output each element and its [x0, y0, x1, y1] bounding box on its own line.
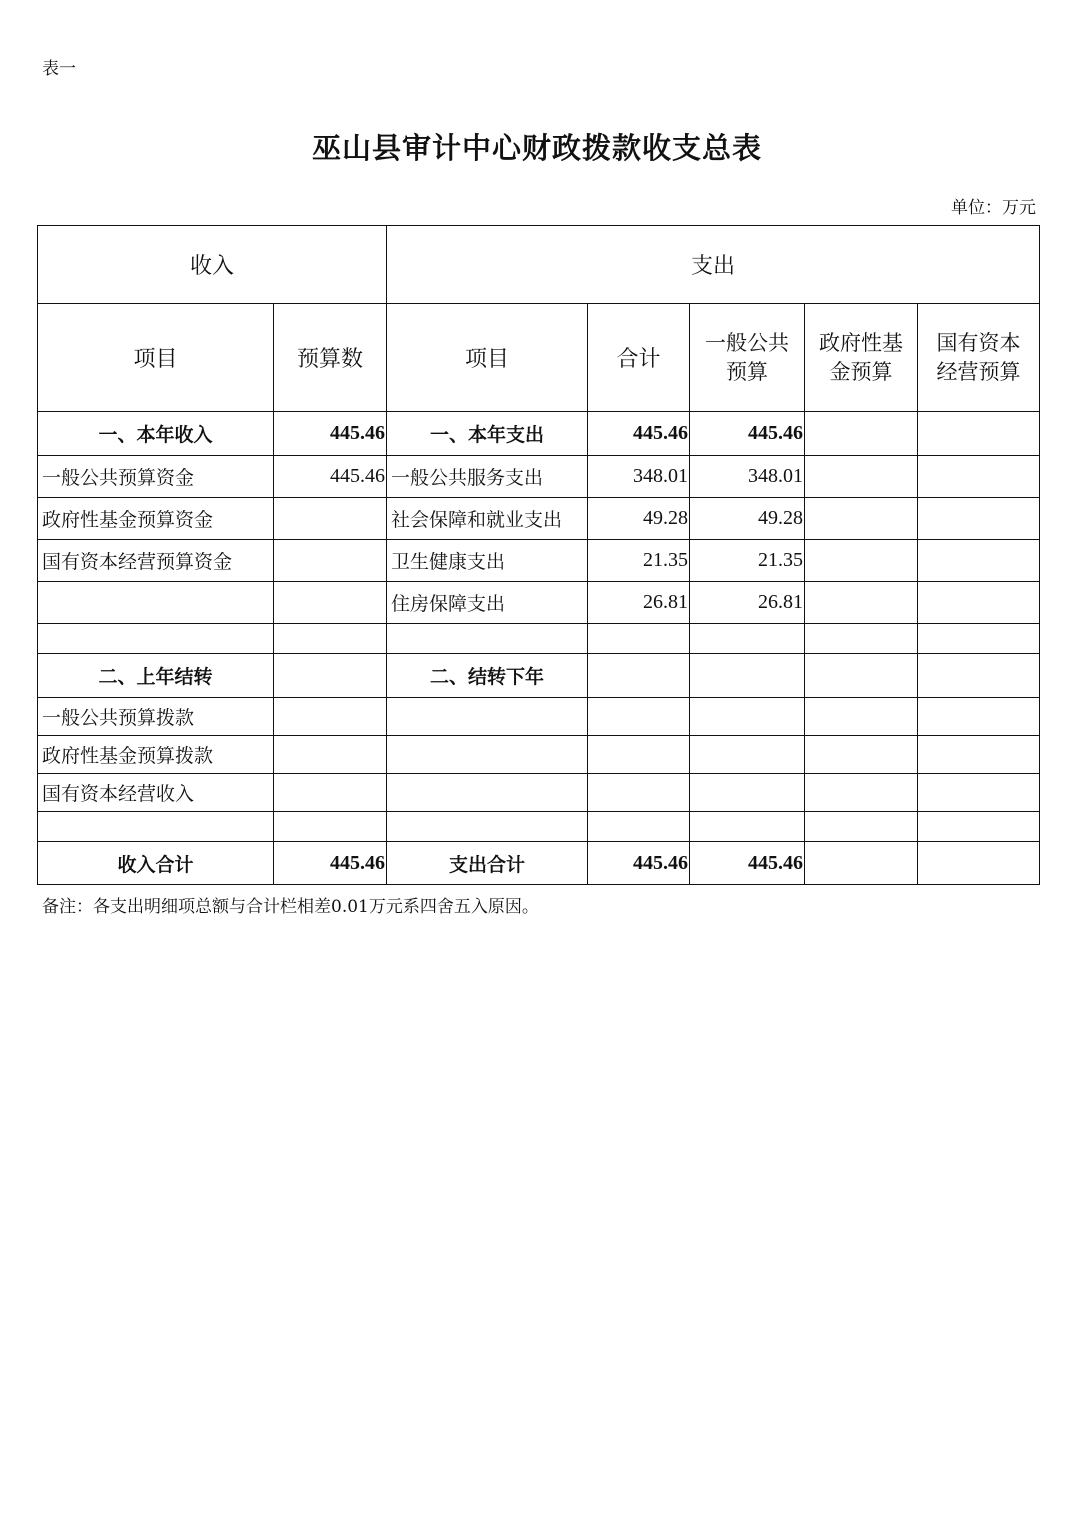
income-total-label: 收入合计: [38, 842, 274, 885]
expense-item-cell: 二、结转下年: [387, 654, 588, 698]
header-row-columns: [38, 304, 1040, 412]
expense-total-cell: [588, 698, 690, 736]
expense-item-cell: [387, 624, 588, 654]
state-capital-cell: [918, 774, 1040, 812]
gov-fund-total-value: [805, 842, 918, 885]
income-budget-header: 预算数: [274, 304, 387, 412]
expense-item-cell: 一般公共服务支出: [387, 456, 588, 498]
expense-total-cell: [588, 812, 690, 842]
state-capital-total-value: [918, 842, 1040, 885]
general-budget-cell: 445.46: [690, 412, 805, 456]
state-capital-cell: [918, 654, 1040, 698]
expense-total-cell: [588, 736, 690, 774]
document-title: 巫山县审计中心财政拨款收支总表: [311, 131, 762, 165]
gov-fund-cell: [805, 654, 918, 698]
footnote: 备注：各支出明细项总额与合计栏相差0.01万元系四舍五入原因。: [42, 897, 539, 917]
income-item-cell: 一般公共预算拨款: [38, 698, 274, 736]
expense-total-cell: 348.01: [588, 456, 690, 498]
state-capital-cell: [918, 540, 1040, 582]
expense-total-label: 支出合计: [387, 842, 588, 885]
income-budget-cell: 445.46: [274, 412, 387, 456]
income-budget-cell: [274, 582, 387, 624]
state-capital-cell: [918, 498, 1040, 540]
state-capital-budget-header: 国有资本 经营预算: [918, 304, 1040, 412]
totals-row: [38, 842, 1040, 885]
income-budget-cell: [274, 624, 387, 654]
table-row: [38, 624, 1040, 654]
general-budget-cell: [690, 624, 805, 654]
expense-total-header: 合计: [588, 304, 690, 412]
expense-item-cell: 卫生健康支出: [387, 540, 588, 582]
income-item-cell: [38, 812, 274, 842]
general-budget-cell: 26.81: [690, 582, 805, 624]
general-budget-cell: [690, 812, 805, 842]
income-item-cell: 政府性基金预算拨款: [38, 736, 274, 774]
income-budget-cell: [274, 774, 387, 812]
income-item-cell: 国有资本经营收入: [38, 774, 274, 812]
income-item-cell: 二、上年结转: [38, 654, 274, 698]
income-budget-cell: [274, 540, 387, 582]
state-capital-cell: [918, 698, 1040, 736]
income-total-value: 445.46: [274, 842, 387, 885]
table-row: [38, 540, 1040, 582]
gov-fund-cell: [805, 774, 918, 812]
general-budget-header: 一般公共 预算: [690, 304, 805, 412]
income-budget-cell: [274, 654, 387, 698]
income-budget-cell: [274, 498, 387, 540]
expense-header: 支出: [387, 226, 1040, 304]
expense-item-cell: 住房保障支出: [387, 582, 588, 624]
expense-item-cell: [387, 698, 588, 736]
income-budget-cell: [274, 812, 387, 842]
income-item-cell: [38, 582, 274, 624]
expense-total-cell: 21.35: [588, 540, 690, 582]
general-budget-total-value: 445.46: [690, 842, 805, 885]
table-number-label: 表一: [42, 59, 76, 79]
expense-total-cell: 26.81: [588, 582, 690, 624]
table-row: [38, 698, 1040, 736]
general-budget-cell: 21.35: [690, 540, 805, 582]
income-item-cell: 政府性基金预算资金: [38, 498, 274, 540]
expense-item-cell: [387, 812, 588, 842]
income-item-cell: 国有资本经营预算资金: [38, 540, 274, 582]
table-row: [38, 456, 1040, 498]
table-row: [38, 498, 1040, 540]
expense-item-cell: [387, 736, 588, 774]
income-header: 收入: [38, 226, 387, 304]
expense-total-cell: [588, 774, 690, 812]
general-budget-cell: [690, 654, 805, 698]
general-budget-cell: [690, 698, 805, 736]
header-row-group: [38, 226, 1040, 304]
expense-total-cell: [588, 654, 690, 698]
unit-label: 单位：万元: [951, 198, 1036, 218]
gov-fund-cell: [805, 582, 918, 624]
income-budget-cell: [274, 736, 387, 774]
gov-fund-budget-header: 政府性基 金预算: [805, 304, 918, 412]
income-item-header: 项目: [38, 304, 274, 412]
gov-fund-cell: [805, 812, 918, 842]
expense-item-cell: 社会保障和就业支出: [387, 498, 588, 540]
table-row: [38, 412, 1040, 456]
income-budget-cell: [274, 698, 387, 736]
income-budget-cell: 445.46: [274, 456, 387, 498]
state-capital-cell: [918, 456, 1040, 498]
expense-item-cell: [387, 774, 588, 812]
gov-fund-cell: [805, 498, 918, 540]
income-item-cell: 一、本年收入: [38, 412, 274, 456]
gov-fund-cell: [805, 456, 918, 498]
expense-total-cell: [588, 624, 690, 654]
gov-fund-cell: [805, 624, 918, 654]
table-row: [38, 582, 1040, 624]
expense-total-value: 445.46: [588, 842, 690, 885]
state-capital-cell: [918, 812, 1040, 842]
expense-total-cell: 49.28: [588, 498, 690, 540]
expense-item-header: 项目: [387, 304, 588, 412]
table-row: [38, 736, 1040, 774]
state-capital-cell: [918, 736, 1040, 774]
gov-fund-cell: [805, 540, 918, 582]
table-row: [38, 812, 1040, 842]
general-budget-cell: 348.01: [690, 456, 805, 498]
gov-fund-cell: [805, 698, 918, 736]
expense-item-cell: 一、本年支出: [387, 412, 588, 456]
income-item-cell: 一般公共预算资金: [38, 456, 274, 498]
income-item-cell: [38, 624, 274, 654]
general-budget-cell: 49.28: [690, 498, 805, 540]
state-capital-cell: [918, 582, 1040, 624]
gov-fund-cell: [805, 412, 918, 456]
table-row: [38, 774, 1040, 812]
state-capital-cell: [918, 412, 1040, 456]
expense-total-cell: 445.46: [588, 412, 690, 456]
budget-summary-table: [37, 225, 1040, 885]
gov-fund-cell: [805, 736, 918, 774]
general-budget-cell: [690, 774, 805, 812]
general-budget-cell: [690, 736, 805, 774]
state-capital-cell: [918, 624, 1040, 654]
table-row: [38, 654, 1040, 698]
